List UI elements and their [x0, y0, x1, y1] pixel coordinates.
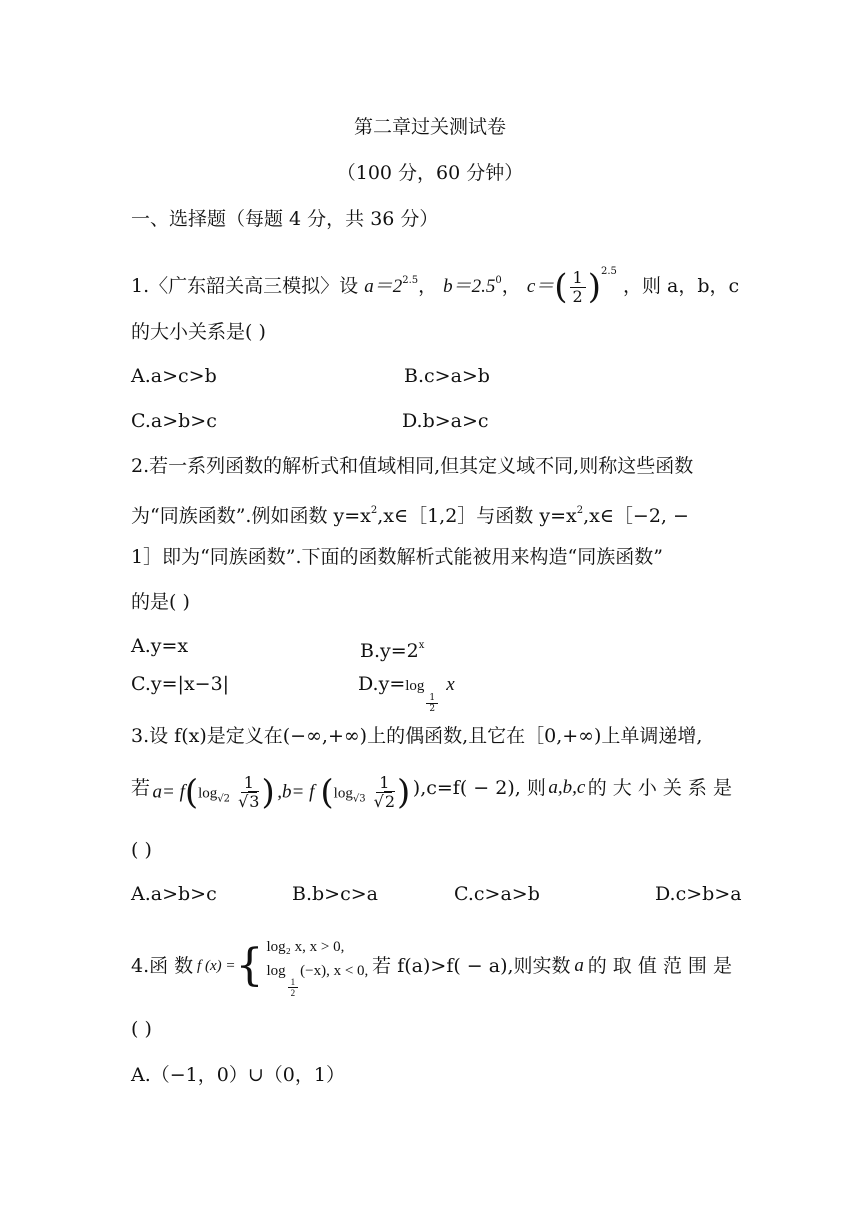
- q1-c-exp: 2.5: [601, 266, 617, 277]
- q4-piecewise: f (x) = { log₂ x, x > 0, log $\frac{1}{2}$ (−x), x < 0,: [197, 938, 369, 998]
- question-3-paren: ( ): [131, 839, 152, 861]
- q1-b-exp: 0: [495, 275, 502, 286]
- question-2-line-3: 1］即为“同族函数”.下面的函数解析式能被用来构造“同族函数”: [131, 546, 663, 568]
- section-heading: 一、选择题（每题 4 分，共 36 分）: [131, 208, 439, 230]
- question-1-line-1: 1.〈广东韶关高三模拟〉设 $a=2^{2.5}$， $b=2.5^0$， c＝( $\frac{1}{2}$ )$^{2.5}$ ，则 a，b，c: [131, 266, 740, 307]
- question-2-line-2: 为“同族函数”.例如函数 $y=x^2,x\in[1,2]$与函数 $y=x^2,x\in[-2$, −: [131, 505, 689, 527]
- q1-lead: 1.〈广东韶关高三模拟〉设: [131, 275, 359, 297]
- q3-fraction-1: $\frac{1}{√3}$: [238, 773, 260, 811]
- q2-option-b: $B.y=2^x$: [360, 640, 425, 662]
- question-1-line-2: 的大小关系是( ): [131, 321, 266, 343]
- q3-fraction-2: $\frac{1}{√2}$: [373, 773, 396, 811]
- page-title: 第二章过关测试卷: [353, 116, 506, 138]
- q1-fraction: $\frac{1}{2}$: [570, 269, 586, 306]
- q1-a-eq: a＝2: [364, 276, 403, 297]
- q2-option-c: C.y=|x−3|: [131, 673, 230, 695]
- q2-option-a: A.y=x: [131, 635, 189, 657]
- page-subtitle: （100 分，60 分钟）: [336, 162, 524, 184]
- question-2-line-1: 2.若一系列函数的解析式和值域相同,但其定义域不同,则称这些函数: [131, 455, 694, 477]
- q1-tail: ，则 a，b，c: [622, 275, 740, 297]
- question-2-line-4: 的是( ): [131, 591, 190, 613]
- q4-option-a: A.（−1，0）∪（0，1）: [131, 1064, 345, 1086]
- question-4-line-1: 4.函 数 f (x) = { log₂ x, x > 0, log $\frac{1}{2}$ (−x), x < 0, 若 f(a)>f( − a),则实数 a 的 取 值 范 围 是: [131, 944, 732, 988]
- q1-c-eq: c＝: [526, 276, 555, 297]
- q1-option-a: A.a>c>b: [131, 365, 217, 387]
- question-3-line-2: 若 $a= f(\log_{√2}$ $\frac{1}{√3}$ ) ,b= f ($\log_{√3}$ $\frac{1}{√2}$ ) ),c=f( − 2), 则 a,b,c 的 大 小 关 系 是: [131, 772, 732, 813]
- q1-a-exp: 2.5: [402, 275, 419, 286]
- question-3-line-1: 3.设 f(x)是定义在(−∞,+∞)上的偶函数,且它在［0,+∞)上单调递增,: [131, 725, 703, 747]
- q3-option-b: B.b>c>a: [292, 883, 378, 905]
- q3-option-c: C.c>a>b: [454, 883, 540, 905]
- q1-option-c: C.a>b>c: [131, 410, 217, 432]
- q1-option-b: B.c>a>b: [404, 365, 490, 387]
- q3-option-a: A.a>b>c: [131, 883, 217, 905]
- q2-option-d: D.y=log $\frac{1}{2}$ x: [358, 673, 455, 714]
- q3-option-d: D.c>b>a: [655, 883, 742, 905]
- q1-option-d: D.b>a>c: [402, 410, 489, 432]
- q1-b-eq: b＝2.5: [443, 276, 496, 297]
- question-4-paren: ( ): [131, 1018, 152, 1040]
